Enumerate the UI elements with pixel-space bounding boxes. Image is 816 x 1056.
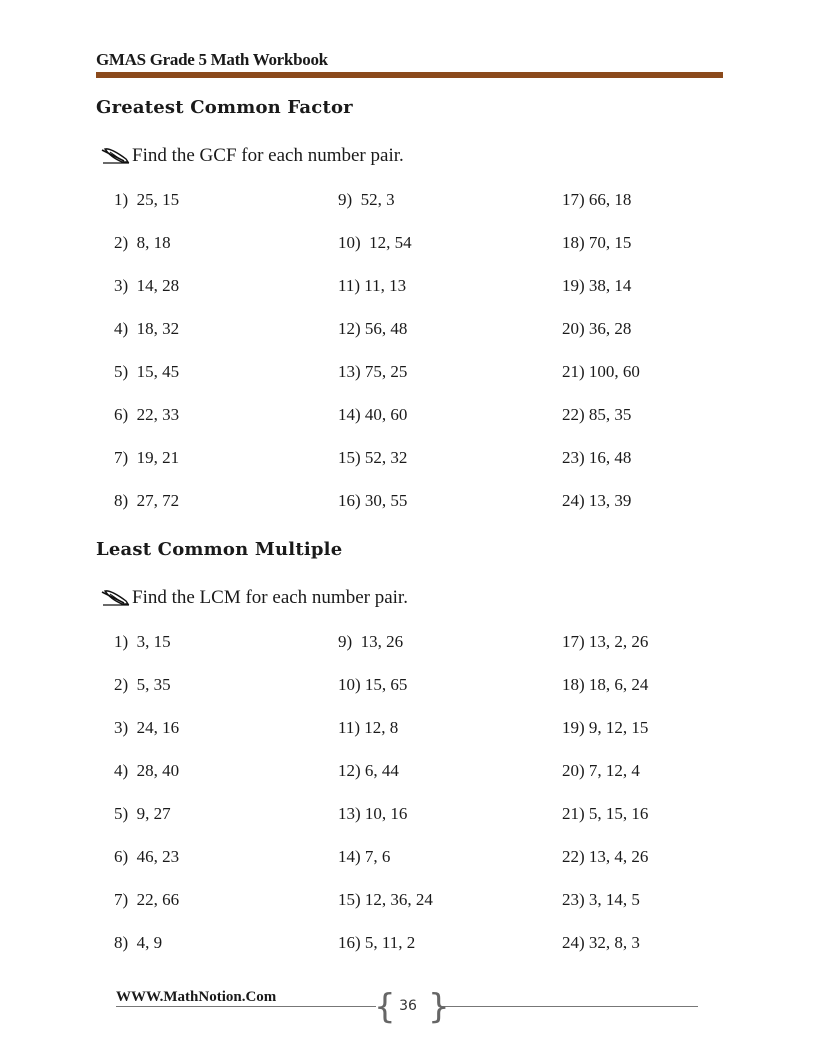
problem-item: 19) 9, 12, 15 [562,718,649,737]
problem-item: 17) 13, 2, 26 [562,632,649,651]
problem-item: 5) 9, 27 [114,804,171,823]
pencil-icon [100,147,132,165]
problem-item: 8) 4, 9 [114,933,163,952]
footer-website: WWW.MathNotion.Com [116,989,277,1005]
problem-item: 9) 13, 26 [338,632,404,651]
left-bracket: { [374,987,396,1027]
problem-item: 1) 3, 15 [114,632,171,651]
problem-item: 13) 10, 16 [338,804,408,823]
problem-item: 19) 38, 14 [562,276,632,295]
problem-row [114,319,734,341]
problem-item: 21) 5, 15, 16 [562,804,649,823]
problem-row [114,761,734,783]
problem-item: 17) 66, 18 [562,190,632,209]
problem-row [114,804,734,826]
lcm-instruction-text: Find the LCM for each number pair. [132,587,408,608]
problem-item: 13) 75, 25 [338,362,408,381]
problem-row [114,933,734,955]
problem-item: 24) 32, 8, 3 [562,933,640,952]
problem-row [114,362,734,384]
problem-item: 10) 12, 54 [338,233,412,252]
problem-item: 20) 7, 12, 4 [562,761,640,780]
problem-item: 5) 15, 45 [114,362,180,381]
problem-item: 16) 30, 55 [338,491,408,510]
footer-line-right [442,1006,698,1007]
problem-item: 14) 40, 60 [338,405,408,424]
problem-item: 6) 22, 33 [114,405,180,424]
page-number: 36 [399,998,417,1014]
problem-item: 4) 28, 40 [114,761,180,780]
problem-item: 3) 24, 16 [114,718,180,737]
problem-item: 23) 16, 48 [562,448,632,467]
problem-item: 18) 18, 6, 24 [562,675,649,694]
gcf-section-title: Greatest Common Factor [96,97,353,118]
header-rule [96,72,723,78]
problem-row [114,405,734,427]
right-bracket: } [428,987,450,1027]
gcf-instruction-text: Find the GCF for each number pair. [132,145,404,166]
problem-item: 16) 5, 11, 2 [338,933,416,952]
header-title: GMAS Grade 5 Math Workbook [96,50,328,69]
problem-item: 21) 100, 60 [562,362,640,381]
problem-row [114,890,734,912]
problem-row [114,233,734,255]
problem-row [114,190,734,212]
problem-row [114,718,734,740]
problem-item: 2) 8, 18 [114,233,171,252]
pencil-icon [100,589,132,607]
problem-item: 20) 36, 28 [562,319,632,338]
problem-item: 4) 18, 32 [114,319,180,338]
gcf-instruction [100,145,404,167]
problem-row [114,276,734,298]
problem-item: 7) 22, 66 [114,890,180,909]
problem-row [114,632,734,654]
problem-row [114,847,734,869]
problem-item: 12) 56, 48 [338,319,408,338]
problem-item: 11) 11, 13 [338,276,407,295]
problem-item: 9) 52, 3 [338,190,395,209]
problem-item: 6) 46, 23 [114,847,180,866]
problem-item: 15) 12, 36, 24 [338,890,433,909]
problem-item: 22) 85, 35 [562,405,632,424]
problem-row [114,491,734,513]
problem-item: 10) 15, 65 [338,675,408,694]
problem-item: 2) 5, 35 [114,675,171,694]
problem-item: 12) 6, 44 [338,761,399,780]
problem-item: 24) 13, 39 [562,491,632,510]
lcm-section-title: Least Common Multiple [96,539,343,560]
footer-line-left [116,1006,376,1007]
problem-item: 8) 27, 72 [114,491,180,510]
problem-row [114,448,734,470]
problem-item: 1) 25, 15 [114,190,180,209]
problem-item: 22) 13, 4, 26 [562,847,649,866]
problem-item: 7) 19, 21 [114,448,180,467]
problem-item: 14) 7, 6 [338,847,391,866]
problem-item: 11) 12, 8 [338,718,399,737]
lcm-instruction [100,587,408,609]
problem-item: 23) 3, 14, 5 [562,890,640,909]
problem-item: 18) 70, 15 [562,233,632,252]
problem-item: 15) 52, 32 [338,448,408,467]
problem-row [114,675,734,697]
problem-item: 3) 14, 28 [114,276,180,295]
